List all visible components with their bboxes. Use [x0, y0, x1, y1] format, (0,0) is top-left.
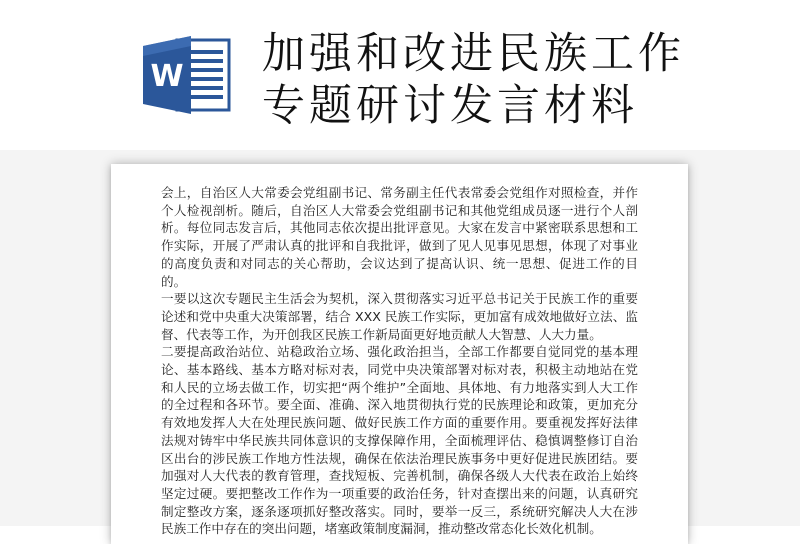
- paragraph: 一要以这次专题民主生活会为契机，深入贯彻落实习近平总书记关于民族工作的重要论述和党中央重大决策部署，结合 XXX 民族工作实际，更加富有成效地做好立法、监督、代表等工作，为开创我区民族工作新局面更好地贡献人大智慧、人大力量。: [161, 291, 638, 342]
- paragraph: 会上，自治区人大常委会党组副书记、常务副主任代表常委会党组作对照检查，并作个人检视剖析。随后，自治区人大常委会党组副书记和其他党组成员逐一进行个人剖析。每位同志发言后，其他同志依次提出批评意见。大家在发言中紧密联系思想和工作实际，开展了严肃认真的批评和自我批评，做到了见人见事见思想，体现了对事业的高度负责和对同志的关心帮助，会议达到了提高认识、统一思想、促进工作的目的。: [161, 185, 638, 289]
- header: [0, 0, 800, 150]
- document-body: [161, 184, 638, 538]
- title-line-2: 专题研讨发言材料: [262, 81, 638, 131]
- page-title: [262, 28, 685, 132]
- document-page: [111, 164, 688, 544]
- paragraph: 二要提高政治站位、站稳政治立场、强化政治担当，全部工作都要自觉同党的基本理论、基本路线、基本方略对标对表，同党中央决策部署对标对表，积极主动地站在党和人民的立场去做工作，切实把“两个维护”全面地、具体地、有力地落实到人大工作的全过程和各环节。要全面、准确、深入地贯彻执行党的民族理论和政策，更加充分有效地发挥人大在处理民族问题、做好民族工作方面的重要作用。要重视发挥好法律法规对铸牢中华民族共同体意识的支撑保障作用，全面梳理评估、稳慎调整修订自治区出台的涉民族工作地方性法规，确保在依法治理民族事务中更好促进民族团结。要加强对人大代表的教育管理，查找短板、完善机制，确保各级人大代表在政治上始终坚定过硬。要把整改工作作为一项重要的政治任务，针对查摆出来的问题，认真研究制定整改方案，逐条逐项抓好整改落实。同时，要举一反三，系统研究解决人大在涉民族工作中存在的突出问题，堵塞政策制度漏洞，推动整改常态化长效化机制。: [161, 344, 638, 537]
- svg-text:W: W: [150, 59, 184, 94]
- title-line-1: 加强和改进民族工作: [262, 29, 685, 79]
- word-document-icon: [141, 36, 233, 114]
